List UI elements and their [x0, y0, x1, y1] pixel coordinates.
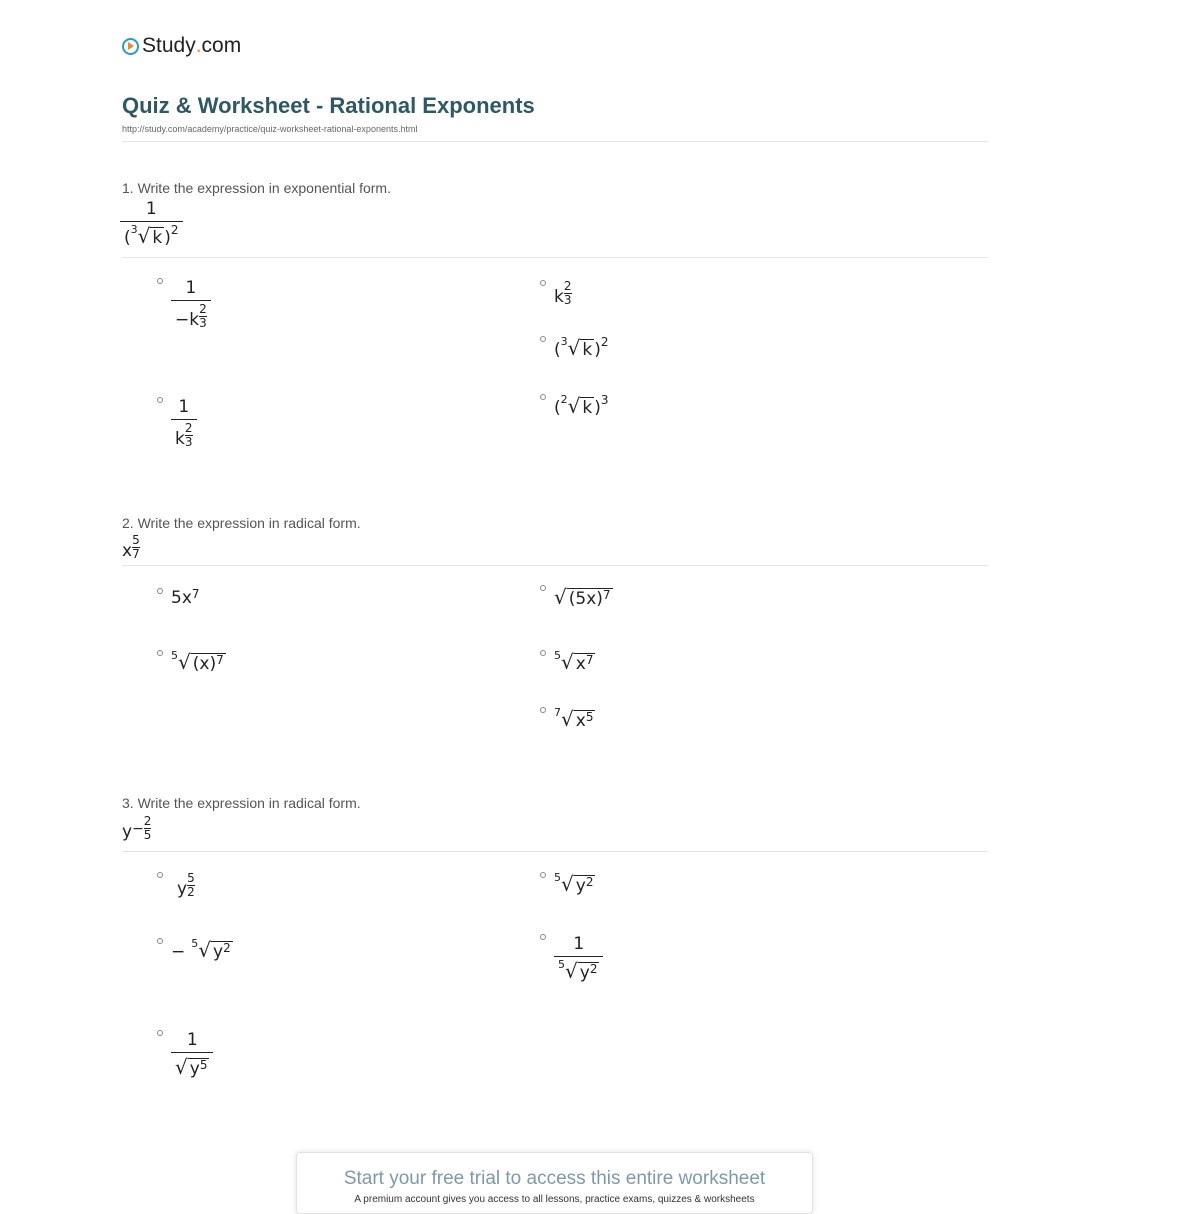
study-logo[interactable]	[122, 34, 241, 58]
exponent: 5	[199, 1058, 208, 1072]
radical-icon: √	[567, 394, 581, 418]
paren: )	[594, 340, 601, 360]
question-1-text: 1. Write the expression in exponential form.	[122, 180, 391, 196]
exp-den: 2	[187, 885, 195, 899]
page-url: http://study.com/academy/practice/quiz-worksheet-rational-exponents.html	[122, 124, 418, 134]
page-title: Quiz & Worksheet - Rational Exponents	[122, 93, 535, 118]
radio-button[interactable]	[540, 707, 546, 713]
exp-den: 5	[143, 828, 152, 842]
divider	[122, 257, 988, 258]
radio-button[interactable]	[157, 1030, 163, 1036]
radio-button[interactable]	[540, 650, 546, 656]
radio-button[interactable]	[157, 938, 163, 944]
exponent: 5	[585, 710, 594, 724]
radical-icon: √	[561, 872, 574, 896]
radio-button[interactable]	[540, 872, 546, 878]
exponent: 7	[602, 588, 611, 602]
exponent: 7	[191, 587, 200, 601]
radio-button[interactable]	[540, 934, 546, 940]
paren: (	[124, 228, 131, 248]
radicand: x	[575, 654, 586, 674]
q3-option-e[interactable]	[157, 1030, 213, 1079]
q2-option-d[interactable]	[540, 650, 595, 674]
exp-den: 3	[199, 316, 207, 330]
exp-num: 5	[187, 871, 195, 885]
divider	[122, 851, 988, 852]
base: y	[177, 879, 188, 899]
q2-option-b[interactable]	[540, 585, 613, 609]
q1-option-d[interactable]	[157, 397, 197, 449]
base: k	[175, 429, 185, 449]
q3-option-b[interactable]	[540, 872, 595, 896]
q2-option-a[interactable]	[157, 588, 200, 608]
radical-index: 7	[554, 706, 561, 719]
radical-index: 5	[171, 649, 178, 662]
free-trial-banner[interactable]	[296, 1152, 813, 1214]
radicand: k	[582, 340, 593, 360]
numerator: 1	[145, 199, 157, 219]
radical-icon: √	[198, 938, 211, 962]
q1-option-a[interactable]	[157, 278, 211, 330]
q3-option-c[interactable]	[157, 938, 233, 962]
exp-num: 2	[563, 279, 572, 293]
numerator: 1	[186, 1030, 198, 1050]
paren: )	[164, 228, 171, 248]
divider	[122, 565, 988, 566]
radicand: y	[189, 1059, 200, 1079]
exp-den: 3	[563, 293, 572, 307]
q2-option-c[interactable]	[157, 650, 226, 674]
question-1-expression	[120, 199, 183, 248]
exp-den: 3	[184, 435, 193, 449]
numerator: 1	[185, 278, 197, 298]
paren: (	[554, 398, 561, 418]
sign: −	[171, 942, 186, 962]
radio-button[interactable]	[157, 872, 163, 878]
logo-text: Study	[142, 34, 196, 57]
question-3-expression	[122, 815, 151, 842]
radio-button[interactable]	[157, 588, 163, 594]
radical-icon: √	[175, 1055, 188, 1079]
q3-option-a[interactable]	[157, 872, 195, 899]
paren: )	[594, 398, 601, 418]
radicand: k	[152, 228, 163, 248]
radical-index: 3	[560, 335, 568, 348]
exp-den: 7	[132, 547, 140, 561]
radio-button[interactable]	[540, 394, 546, 400]
exp-num: 2	[199, 302, 207, 316]
paren: (	[554, 340, 561, 360]
exp-num: 2	[184, 421, 193, 435]
radical-index: 3	[130, 223, 138, 236]
radical-index: 2	[560, 393, 568, 406]
radicand: k	[582, 398, 593, 418]
radio-button[interactable]	[540, 280, 546, 286]
exponent: 2	[600, 335, 609, 349]
exp-num: 5	[132, 533, 140, 547]
radio-button[interactable]	[540, 336, 546, 342]
base: 5x	[171, 588, 192, 608]
radical-icon: √	[561, 650, 574, 674]
radicand: y	[575, 876, 586, 896]
radical-icon: √	[561, 707, 574, 731]
radical-icon: √	[565, 959, 578, 983]
radical-icon: √	[137, 224, 151, 248]
radicand: x	[575, 711, 586, 731]
radical-index: 5	[191, 937, 199, 950]
banner-heading[interactable]: Start your free trial to access this entire worksheet	[343, 1168, 766, 1189]
q1-option-b[interactable]	[540, 280, 572, 307]
question-2-text: 2. Write the expression in radical form.	[122, 515, 361, 531]
exp-num: 2	[143, 814, 152, 828]
radicand: y	[213, 942, 224, 962]
radicand: (x)	[192, 654, 217, 674]
radical-icon: √	[554, 585, 567, 609]
radicand: (5x)	[568, 589, 603, 609]
exponent: 2	[589, 962, 598, 976]
exponent: 3	[600, 393, 609, 407]
q1-option-c[interactable]	[540, 336, 609, 360]
exponent: 2	[223, 941, 231, 955]
exponent: 7	[216, 653, 224, 667]
radio-button[interactable]	[157, 650, 163, 656]
radical-icon: √	[178, 650, 191, 674]
exponent: 2	[170, 223, 179, 237]
radical-index: 5	[554, 649, 561, 662]
radicand: y	[579, 963, 590, 983]
numerator: 1	[573, 934, 585, 954]
base: k	[554, 287, 564, 307]
base: −k	[175, 310, 200, 330]
radical-icon: √	[567, 336, 581, 360]
radical-index: 5	[558, 958, 565, 971]
exponent: 7	[585, 653, 594, 667]
q3-option-d[interactable]	[540, 934, 603, 983]
base: x	[122, 541, 133, 561]
question-3-text: 3. Write the expression in radical form.	[122, 795, 361, 811]
banner-subtext: A premium account gives you access to all lessons, practice exams, quizzes & worksheets	[354, 1194, 755, 1205]
exponent: 2	[585, 875, 594, 889]
radio-button[interactable]	[157, 278, 163, 284]
play-icon	[122, 38, 139, 55]
sign: −	[132, 821, 144, 837]
numerator: 1	[178, 397, 190, 417]
radio-button[interactable]	[540, 585, 546, 591]
q2-option-e[interactable]	[540, 707, 595, 731]
q1-option-e[interactable]	[540, 394, 609, 418]
base: y	[122, 822, 133, 842]
divider	[122, 141, 988, 142]
logo-suffix: com	[201, 34, 242, 57]
radical-index: 5	[554, 871, 561, 884]
logo-dot: .	[195, 34, 202, 57]
radio-button[interactable]	[157, 397, 163, 403]
question-2-expression	[122, 534, 140, 561]
